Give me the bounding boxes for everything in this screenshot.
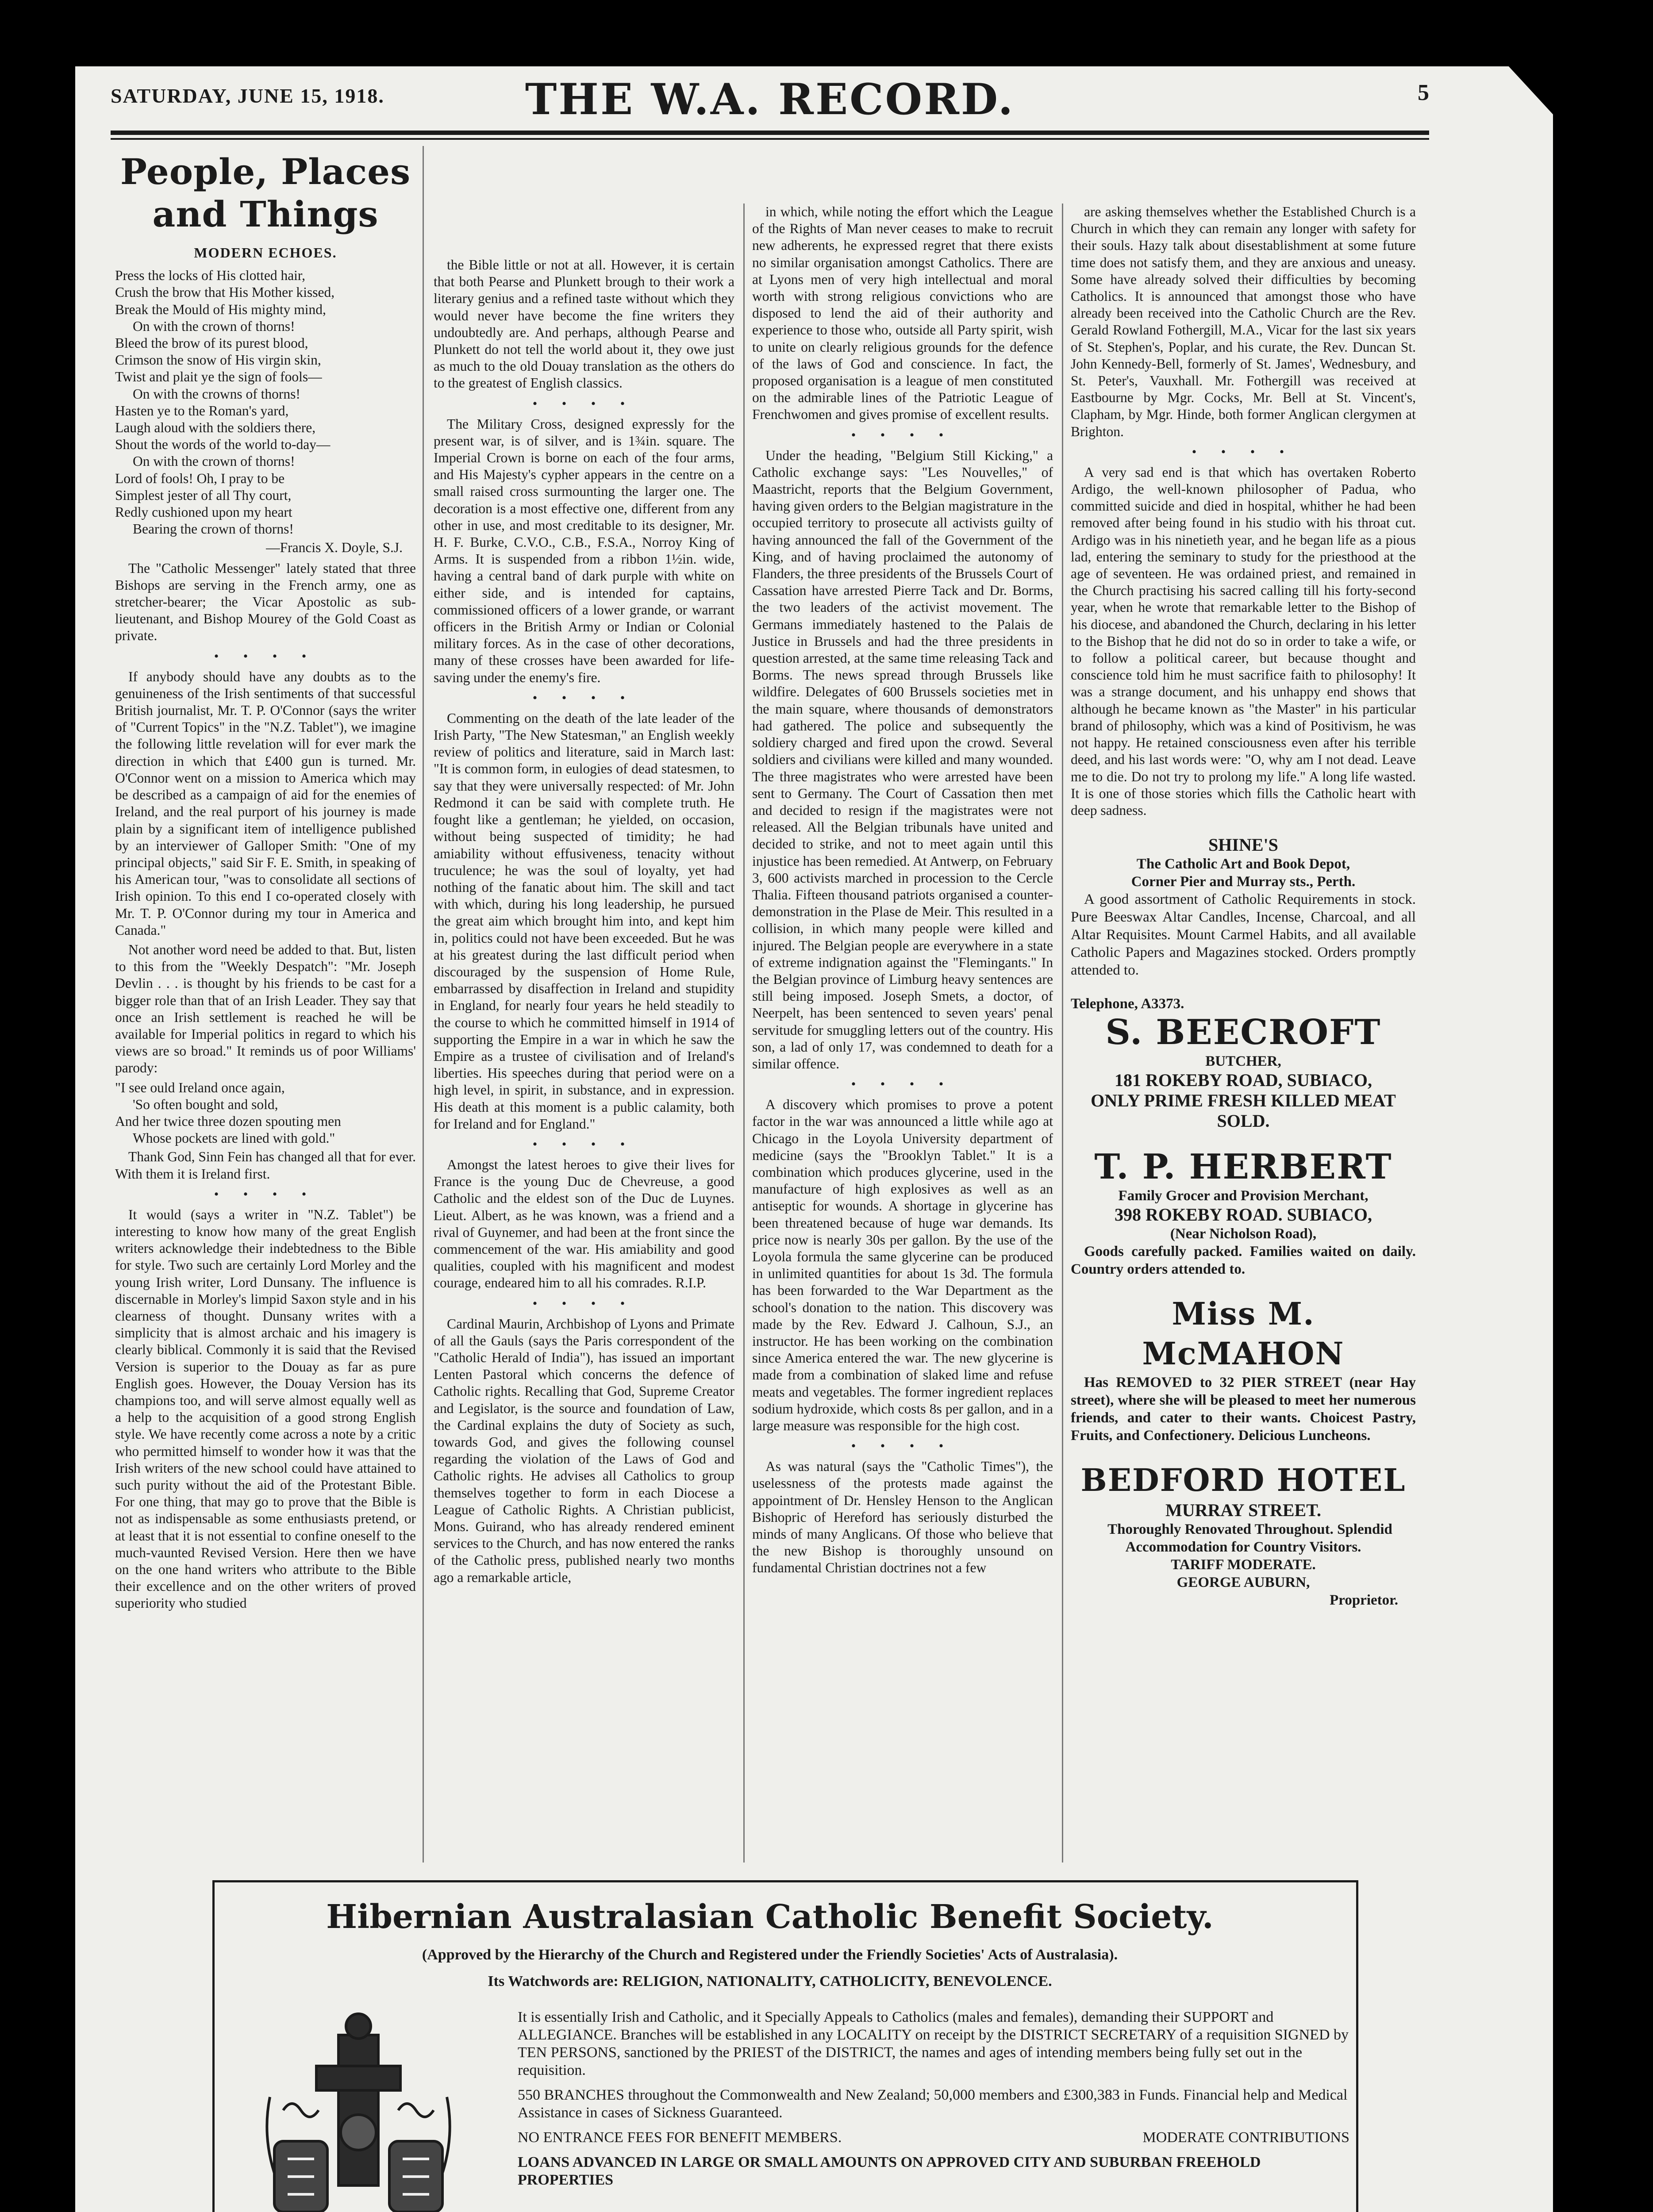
ad-herbert [1071, 1147, 1416, 1278]
paragraph: It would (says a writer in "N.Z. Tablet") be interesting to know how many of the great English writers acknowledge their indebtedness to the Bible for style. Two such are certainly Lord Morley and the young Irish writer, Lord Dunsany. The influence is discernable in Morley's limpid Saxon style and in his clearness of thought. Dunsany writes with a simplicity that is almost archaic and his imagery is clearly biblical. Commonly it is said that the Revised Version is superior to the Douay as far as pure English goes. However, the Douay Version has its champions too, and will serve almost equally well as a help to the acquisition of a good strong English style. We have recently come across a note by a critic who permitted himself to wonder how it was that the Irish writers of the new school could have attained to such purity without the aid of the Protestant Bible. For one thing, that may go to prove that the Bible is not as indispensable as some enthusiasts pretend, or at least that it is not essential to confine oneself to the much-vaunted Revised Version. Here then we have on the one hand writers who attribute to the Bible their excellence and on the other writers of proved superiority who studied [115, 1206, 416, 1611]
paragraph: are asking themselves whether the Established Church is a Church in which they can remain any longer with safety for their souls. Hazy talk about disestablishment at some future time does not satisfy them, and they are anxious and uneasy. Some have already solved their difficulties by becoming Catholics. It is announced that amongst those who have already been received into the Catholic Church are the Rev. Gerald Rowland Fothergill, M.A., Vicar for the last six years of St. Stephen's, Poplar, and his curate, the Rev. Duncan St. John Kennedy-Bell, formerly of St. James', Wednesbury, and St. Peter's, Vauxhall. Mr. Fothergill was received at Eastbourne by Mgr. Cocks, Mr. Bell at St. Vincent's, Clapham, by Mgr. Hinde, both former Anglican clergymen at Brighton. [1071, 204, 1416, 439]
column-1 [115, 146, 416, 1863]
ad-line: BUTCHER, [1205, 1053, 1281, 1070]
ad-body: Goods carefully packed. Families waited on daily. Country orders attended to. [1071, 1244, 1416, 1278]
column-3 [752, 204, 1053, 1863]
separator-dots: • • • • [532, 1296, 636, 1311]
separator-dots: • • • • [214, 649, 317, 664]
ad-line: 181 ROKEBY ROAD, SUBIACO, [1115, 1070, 1372, 1091]
paragraph: A very sad end is that which has overtaken Roberto Ardigo, the well-known philosopher of Padua, who committed suicide and died in hospital, whither he had been removed after being found in his studio with his throat cut. Ardigo was in his ninetieth year, and he began life as a pious lad, entering the seminary to study for the priesthood at the age of seventeen. He was ordained priest, and remained in the Church practising his sacred calling till his forty-second year, when he wrote that remarkable letter to the Bishop of his diocese, and abandoned the Church, declaring in his letter to the Bishop that he did not do so in order to take a wife, or to follow a political career, but because thought and conscience told him he must sacrifice faith to philosophy! It was a strange document, and his unhappy end shows that although he became known as "the Master" in his particular brand of philosophy, which was a kind of Positivism, he was not happy. He retained consciousness even after his terrible deed, and his last words were: "O, why am I not dead. Leave me to die. Do not try to prolong my life." A long life wasted. It is one of those stories which fills the Catholic heart with deep sadness. [1071, 464, 1416, 818]
ad-line: NO ENTRANCE FEES FOR BENEFIT MEMBERS. [518, 2129, 842, 2146]
poem-line: Break the Mould of His mighty mind, [115, 301, 326, 317]
ad-line: Proprietor. [1330, 1592, 1398, 1609]
poem-line: Bearing the crown of thorns! [133, 521, 294, 537]
paragraph: A discovery which promises to prove a potent factor in the war was announced a little while ago at Chicago in the Loyola University department of medicine (says the "Brooklyn Tablet." It is a combination which produces glycerine, used in the manufacture of high explosives as well as an antiseptic for wounds. A shortage in glycerine has been threatened because of huge war demands. Its price now is nearly 30s per gallon. By the use of the Loyola formula the same glycerine can be produced in unlimited quantities for about 1s 3d. The formula has been forwarded to the War Department as the school's donation to the nation. This discovery was made by the Rev. Edward J. Calhoun, S.J., an instructor. He has been working on the combination since America entered the war. The new glycerine is made from a combination of slaked lime and refuse meats and vegetables. The former ingredient replaces sodium hydroxide, which costs 8s per gallon, and in a large measure was responsible for the high cost. [752, 1097, 1053, 1434]
poem-author: —Francis X. Doyle, S.J. [266, 540, 403, 556]
ad-line: Corner Pier and Murray sts., Perth. [1131, 874, 1356, 890]
masthead [111, 71, 1429, 124]
column-rule [743, 204, 745, 1863]
ad-title: BEDFORD HOTEL [1080, 1462, 1406, 1499]
verse-line: And her twice three dozen spouting men [115, 1113, 341, 1129]
ad-title: Hibernian Australasian Catholic Benefit Society. [326, 1898, 1214, 1936]
ad-line: (Near Nicholson Road), [1170, 1226, 1317, 1242]
ad-line: MURRAY STREET. [1165, 1500, 1321, 1521]
ad-subtitle: (Approved by the Hierarchy of the Church and Registered under the Friendly Societies' Acts of Australasia). [422, 1947, 1118, 1963]
paragraph: Cardinal Maurin, Archbishop of Lyons and Primate of all the Gauls (says the Paris correspondent of the "Catholic Herald of India"), has issued an important Lenten Pastoral which concerns the defence of Catholic rights. Recalling that God, Supreme Creator and Legislator, is the source and foundation of Law, the Cardinal explains the duty of Society as such, towards God, and gives the following counsel regarding the violation of the Laws of God and Catholic rights. He advises all Catholics to group themselves together to form in each Diocese a League of Catholic Rights. A Christian publicist, Mons. Guirand, who has already rendered eminent services to the Church, and has now entered the ranks of the Catholic press, published nearly two months ago a remarkable article, [434, 1316, 734, 1585]
ad-hibernian [111, 1880, 1429, 2212]
paragraph: Not another word need be added to that. But, listen to this from the "Weekly Despatch": "Mr. Joseph Devlin . . . is thought by his friends to be cast for a bigger role than that of an Irish Leader. They say that once an Irish settlement is reached he will be available for Imperial politics in regard to which his views are so broad." It reminds us of poor Williams' parody: [115, 941, 416, 1076]
newspaper-title: THE W.A. RECORD. [525, 74, 1015, 124]
ad-bedford [1071, 1460, 1416, 1609]
masthead-rule-thin [111, 138, 1429, 140]
column-rule [423, 146, 424, 1863]
section-subhead: MODERN ECHOES. [194, 245, 337, 261]
ad-beecroft [1071, 995, 1416, 1131]
poem-line: Crush the brow that His Mother kissed, [115, 284, 335, 300]
ad-body [518, 2008, 1349, 2196]
separator-dots: • • • • [1192, 444, 1295, 459]
poem-line: Twist and plait ye the sign of fools— [115, 369, 322, 385]
parody-verse [115, 1079, 416, 1147]
verse-line: "I see ould Ireland once again, [115, 1079, 285, 1095]
society-emblem-icon [243, 2008, 473, 2212]
column-4 [1071, 204, 1416, 1863]
ad-paragraph: 550 BRANCHES throughout the Commonwealth and New Zealand; 50,000 members and £300,383 in Funds. Financial help and Medical Assistance in cases of Sickness Guaranteed. [518, 2087, 1348, 2121]
poem-line: Bleed the brow of its purest blood, [115, 335, 308, 351]
paragraph: The "Catholic Messenger" lately stated that three Bishops are serving in the French army, one as stretcher-bearer; the Vicar Apostolic as sub-lieutenant, and Bishop Mourey of the Gold Coast as private. [115, 560, 416, 644]
ad-line: TARIFF MODERATE. [1171, 1557, 1316, 1573]
ad-body: Has REMOVED to 32 PIER STREET (near Hay street), where she will be pleased to meet her numerous friends, and cater to their wants. Choicest Pastry, Fruits, and Confectionery. Delicious Luncheons. [1071, 1375, 1416, 1444]
paragraph: Amongst the latest heroes to give their lives for France is the young Duc de Chevreuse, a good Catholic and the eldest son of the Duc de Luynes. Lieut. Albert, as he was known, was a friend and a rival of Guynemer, and had been at the front since the commencement of the war. His amiability and good qualities, coupled with his magnificent and modest courage, endeared him to all his comrades. R.I.P. [434, 1156, 734, 1291]
separator-dots: • • • • [851, 427, 954, 442]
verse-line: 'So often bought and sold, [133, 1096, 278, 1112]
ad-title: Miss M. McMAHON [1142, 1295, 1345, 1372]
paragraph: in which, while noting the effort which the League of the Rights of Man never ceases to make to recruit new adherents, he expressed regret that there exists no similar organisation amongst Catholics. There are at Lyons men of very high intellectual and moral worth with strong religious convictions who are disposed to lend the aid of their authority and experience to those who, outside all Party spirit, wish to unite on clearly religious grounds for the defence of the laws of God and conscience. In fact, the proposed organisation is a league of men constituted on the admirable lines of the Patriotic League of Frenchwomen and gives promise of excellent results. [752, 204, 1053, 422]
paragraph: Thank God, Sinn Fein has changed all that for ever. With them it is Ireland first. [115, 1149, 416, 1182]
poem-line: Hasten ye to the Roman's yard, [115, 403, 289, 419]
verse-line: Whose pockets are lined with gold." [133, 1130, 335, 1146]
ad-line: GEORGE AUBURN, [1176, 1575, 1310, 1591]
poem-line: Shout the words of the world to-day— [115, 437, 331, 453]
ad-line: 398 ROKEBY ROAD. SUBIACO, [1115, 1205, 1372, 1225]
paragraph: Commenting on the death of the late leader of the Irish Party, "The New Statesman," an English weekly review of politics and literature, said in March last: "It is common form, in eulogies of dead statesmen, to say that they were universally respected: of Mr. John Redmond it can be said with complete truth. He fought like a gentleman; he yielded, on occasion, without being suspected of timidity; he had amiability without effusiveness, tenacity without truculence; he was the soul of loyalty, yet had nothing of the fanatic about him. The skill and tact with which, during his long leadership, he pursued the great aim which brought him into, and kept him in, politics could not have been exceeded. But he was at his greatest during the last difficult period when discouraged by the suspension of Home Rule, embarrassed by disaffection in Ireland and stupidity in England, for nearly four years he held steadily to the course to which he committed himself in 1914 of supporting the Empire in a war in which he saw the Empire as a trustee of civilisation and of Ireland's liberties. His speeches during that period were on a high level, in spirit, in substance, and in expression. His death at this moment is a public calamity, both for Ireland and for England." [434, 710, 734, 1132]
poem-line: On with the crown of thorns! [133, 453, 295, 469]
poem-line: On with the crowns of thorns! [133, 386, 300, 402]
page-number: 5 [1418, 80, 1429, 105]
ad-phone: Telephone, A3373. [1071, 996, 1184, 1012]
ad-motto: Its Watchwords are: RELIGION, NATIONALITY, CATHOLICITY, BENEVOLENCE. [488, 1973, 1052, 1989]
masthead-rule [111, 131, 1429, 135]
ad-title: T. P. HERBERT [1094, 1147, 1392, 1187]
ad-paragraph: It is essentially Irish and Catholic, and it Specially Appeals to Catholics (males and females), demanding their SUPPORT and ALLEGIANCE. Branches will be established in any LOCALITY on receipt by the DISTRICT SECRETARY of a requisition SIGNED by TEN PERSONS, sanctioned by the PRIEST of the DISTRICT, the names and ages of intending members being fully set out in the requisition. [518, 2009, 1349, 2078]
ad-line: MODERATE CONTRIBUTIONS [1142, 2129, 1349, 2146]
poem-line: Redly cushioned upon my heart [115, 504, 292, 520]
section-headline: People, Places and Things [120, 151, 411, 235]
poem-line: Lord of fools! Oh, I pray to be [115, 470, 285, 486]
ad-row [518, 2129, 1349, 2147]
column-rule [1062, 204, 1063, 1863]
paragraph: If anybody should have any doubts as to the genuineness of the Irish sentiments of that successful British journalist, Mr. T. P. O'Connor (says the writer of "Current Topics" in the "N.Z. Tablet"), we imagine the following little revelation will for ever mark the direction in which that £400 gun is turned. Mr. O'Connor went on a mission to America which may be described as a campaign of aid for the enemies of Ireland, and the real purport of his journey is made plain by a significant item of intelligence published by an interviewer of Galloper Smith: "One of my principal objects," said Sir F. E. Smith, in speaking of his American tour, "was to consolidate all sections of Irish opinion. To this end I co-operated closely with Mr. T. P. O'Connor during my tour in America and Canada." [115, 668, 416, 938]
poem-line: Simplest jester of all Thy court, [115, 487, 292, 503]
separator-dots: • • • • [532, 690, 636, 705]
poem-line: On with the crown of thorns! [133, 318, 295, 334]
poem-line: Laugh aloud with the soldiers there, [115, 420, 316, 436]
ad-line: Family Grocer and Provision Merchant, [1118, 1188, 1369, 1204]
separator-dots: • • • • [851, 1439, 954, 1454]
ad-shine [1071, 835, 1416, 979]
separator-dots: • • • • [532, 396, 636, 411]
ad-title: S. BEECROFT [1105, 1012, 1381, 1053]
ad-line: The Catholic Art and Book Depot, [1136, 856, 1350, 872]
paragraph: Under the heading, "Belgium Still Kicking," a Catholic exchange says: "Les Nouvelles," of Maastricht, reports that the Belgium Government, having given orders to the Belgian magistrature in the occupied territory to prosecute all activists guilty of having announced the fall of the Government of the King, and of having proclaimed the autonomy of Flanders, the three presidents of the Brussels Court of Cassation have arrested Pierre Tack and Dr. Borms, the two leaders of the activist movement. The Germans immediately hastened to the Palais de Justice in Brussels and had the three presidents in question arrested, at the same time releasing Tack and Borms. The news spread through Brussels like wildfire. Delegates of 600 Brussels societies met in the main square, where thousands of demonstrators had gathered. The police and subsequently the soldiery charged and fired upon the crowd. Several soldiers and civilians were killed and many wounded. The three magistrates who were arrested have been sent to Germany. The Court of Cassation then met and decided to resign if the magistrates were not released. All the Belgian tribunals have united and decided to strike, and not to meet again until this injustice has been remedied. At Antwerp, on February 3, 600 activists marched in procession to the Cercle Thalia. Fifteen thousand patriots organised a counter-demonstration in the Plase de Meir. This resulted in a collision, in which many people were killed and injured. The Belgian people are everywhere in a state of extreme indignation against the "Flemingants." In the Belgian province of Limburg heavy sentences are still being imposed. Joseph Smets, a doctor, of Neerpelt, has been sentenced to seven years' penal servitude for smuggling letters out of the country. His son, a lad of only 17, was condemned to death for a similar offence. [752, 447, 1053, 1071]
poem-line: Crimson the snow of His virgin skin, [115, 352, 321, 368]
ad-title: SHINE'S [1208, 835, 1278, 855]
separator-dots: • • • • [532, 1137, 636, 1152]
paragraph: As was natural (says the "Catholic Times"), the uselessness of the protests made against the appointment of Dr. Hensley Henson to the Anglican Bishopric of Hereford has seriously disturbed the minds of many Anglicans. Of those who believe that the new Bishop is thoroughly unsound on fundamental Christian doctrines not a few [752, 1459, 1053, 1576]
poem [115, 267, 416, 538]
ad-line: LOANS ADVANCED IN LARGE OR SMALL AMOUNTS ON APPROVED CITY AND SUBURBAN FREEHOLD PROPERTIES [518, 2154, 1261, 2188]
separator-dots: • • • • [851, 1077, 954, 1092]
issue-date: SATURDAY, JUNE 15, 1918. [111, 84, 384, 107]
ad-body: Thoroughly Renovated Throughout. Splendid Accommodation for Country Visitors. [1107, 1521, 1392, 1555]
ad-body: A good assortment of Catholic Requirements in stock. Pure Beeswax Altar Candles, Incense, Charcoal, and all Altar Requisites. Mount Carmel Habits, and all available Catholic Papers and Magazines stocked. Orders promptly attended to. [1071, 891, 1416, 979]
column-2 [434, 257, 734, 1863]
paragraph: The Military Cross, designed expressly for the present war, is of silver, and is 1¾in. square. The Imperial Crown is borne on each of the four arms, and His Majesty's cypher appears in the centre on a small raised cross surmounting the larger one. The decoration is a most effective one, different from any other in use, and most creditable to its designer, Mr. H. F. Burke, C.V.O., C.B., F.S.A., Norroy King of Arms. It is suspended from a ribbon 1½in. wide, having a central band of dark purple with white on either side, and is intended for captains, commissioned officers of a lower grande, or warrant officers in the British Army or Indian or Colonial military forces. As in the case of other decorations, many of these crosses have been awarded for life-saving under the enemy's fire. [434, 416, 734, 685]
poem-line: Press the locks of His clotted hair, [115, 268, 306, 284]
ad-line: ONLY PRIME FRESH KILLED MEAT SOLD. [1091, 1091, 1396, 1131]
separator-dots: • • • • [214, 1187, 317, 1202]
ad-mcmahon [1071, 1294, 1416, 1444]
paragraph: the Bible little or not at all. However, it is certain that both Pearse and Plunkett brough to their work a literary genius and a refined taste without which they would never have become the fine writers they undoubtedly are. And perhaps, although Pearse and Plunkett do not tell the world about it, they owe just as much to the old Douay translation as the others do to the greatest of English classics. [434, 257, 734, 391]
